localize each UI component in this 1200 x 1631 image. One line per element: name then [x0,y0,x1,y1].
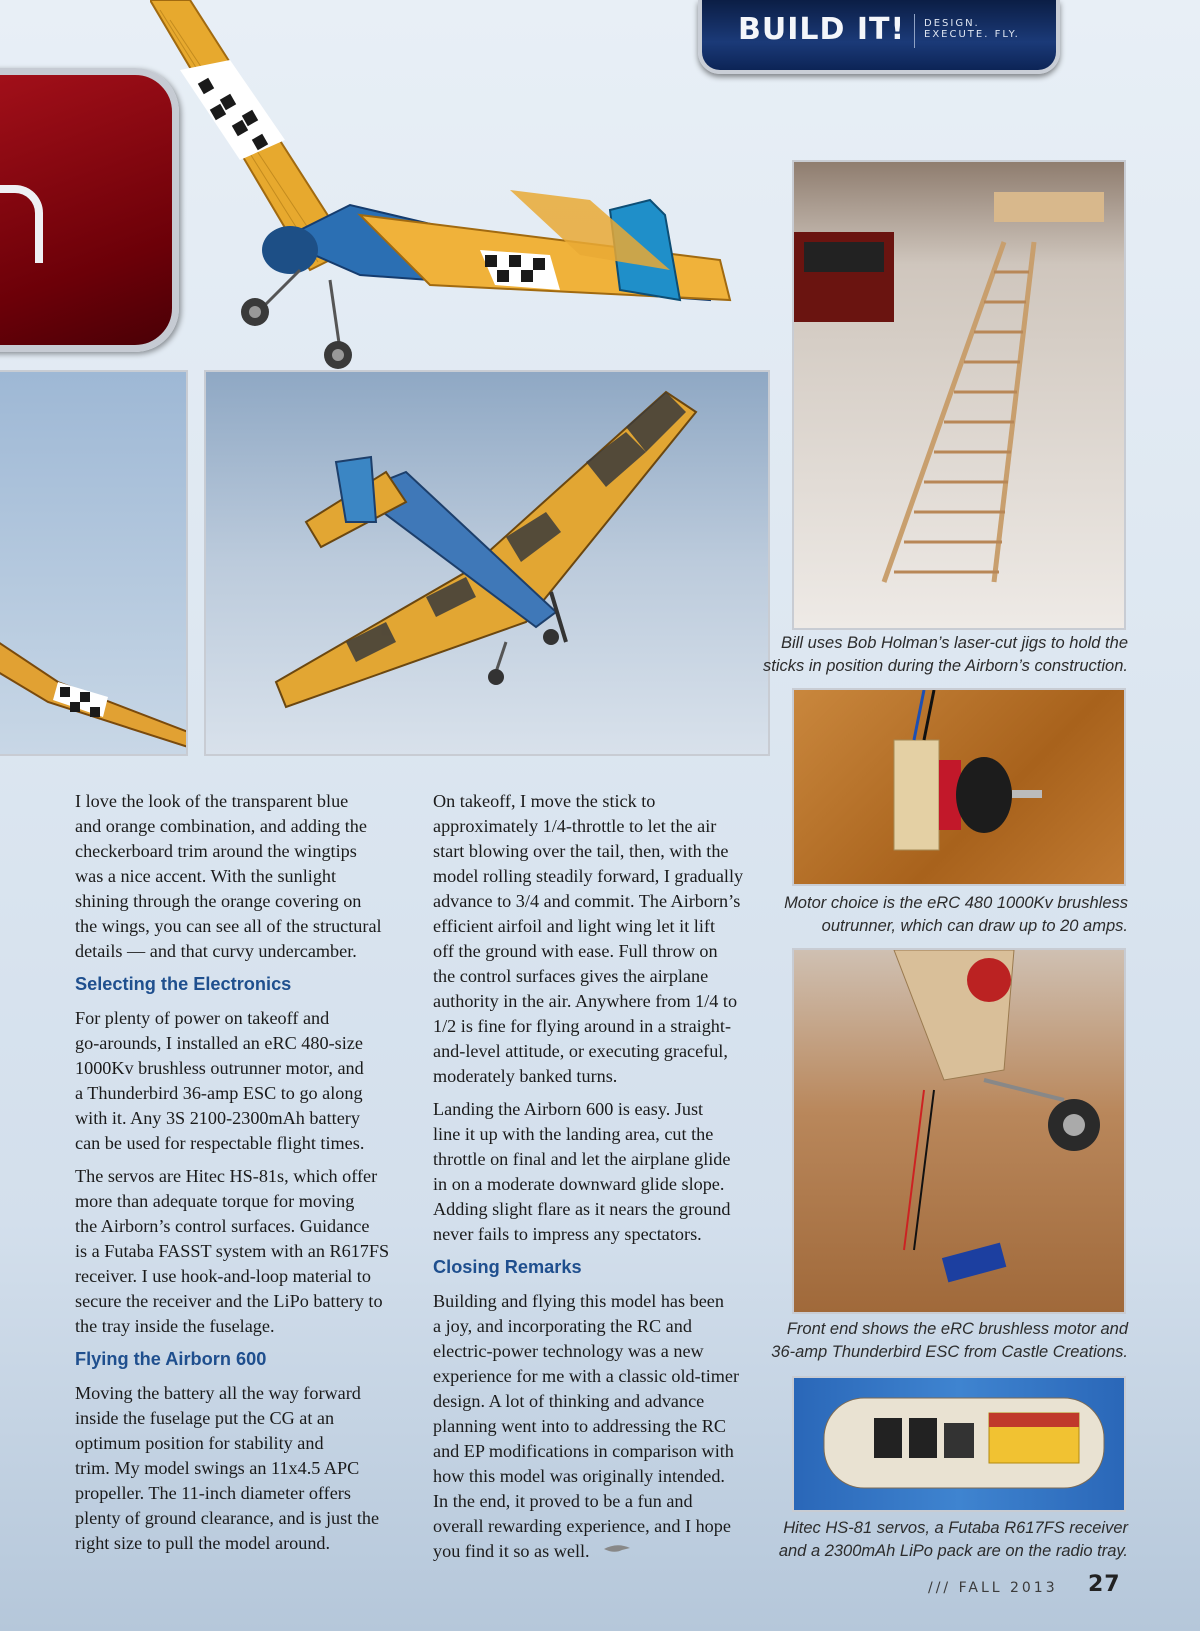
text-line: planning went into to addressing the RC [433,1416,726,1436]
caption-line: Motor choice is the eRC 480 1000Kv brushless [784,894,1128,912]
badge-divider [914,14,915,48]
paragraph [75,789,415,964]
text-line: can be used for respectable flight times. [75,1133,365,1153]
text-line: start blowing over the tail, then, with the [433,841,729,861]
paragraph [433,1097,773,1247]
caption-line: Bill uses Bob Holman’s laser-cut jigs to hold the [781,634,1128,652]
text-line: never fails to impress any spectators. [433,1224,702,1244]
paragraph [75,1164,415,1339]
text-line: In the end, it proved to be a fun and [433,1491,693,1511]
tagline-line: DESIGN. [924,18,980,29]
sky-photo-left [0,370,188,756]
page-number: 27 [1088,1572,1121,1597]
text-line: right size to pull the model around. [75,1533,331,1553]
issue-label: /// FALL 2013 [928,1580,1058,1596]
text-line: secure the receiver and the LiPo battery to [75,1291,383,1311]
caption-line: 36-amp Thunderbird ESC from Castle Creations. [771,1343,1128,1361]
title-letter-fragment [0,185,43,263]
text-line: and-level attitude, or executing graceful, [433,1041,728,1061]
tagline-line: EXECUTE. FLY. [924,29,1020,40]
inflight-airplane-photo [204,370,770,756]
text-line: authority in the air. Anywhere from 1/4 to [433,991,738,1011]
caption-line: Hitec HS-81 servos, a Futaba R617FS receiver [783,1519,1128,1537]
subhead-electronics: Selecting the Electronics [75,974,292,994]
text-line: shining through the orange covering on [75,891,362,911]
text-line: On takeoff, I move the stick to [433,791,656,811]
front-end-photo [792,948,1126,1314]
text-line: how this model was originally intended. [433,1466,725,1486]
text-line: with it. Any 3S 2100-2300mAh battery [75,1108,360,1128]
text-line: inside the fuselage put the CG at an [75,1408,335,1428]
text-line: 1/2 is fine for flying around in a straight- [433,1016,732,1036]
caption-line: outrunner, which can draw up to 20 amps. [821,917,1128,935]
text-line: a joy, and incorporating the RC and [433,1316,692,1336]
paragraph [75,1381,415,1556]
paragraph [433,1289,773,1564]
caption-line: sticks in position during the Airborn’s construction. [762,657,1128,675]
text-line: and orange combination, and adding the [75,816,367,836]
text-line: Landing the Airborn 600 is easy. Just [433,1099,704,1119]
text-line: checkerboard trim around the wingtips [75,841,357,861]
text-line: more than adequate torque for moving [75,1191,355,1211]
text-line: Building and flying this model has been [433,1291,724,1311]
caption-radio-tray [779,1517,1128,1563]
text-line: Moving the battery all the way forward [75,1383,361,1403]
text-line: and EP modifications in comparison with [433,1441,734,1461]
text-line: overall rewarding experience, and I hope [433,1516,731,1536]
text-line: Adding slight flare as it nears the ground [433,1199,731,1219]
text-line: efficient airfoil and light wing let it lift [433,916,716,936]
text-line: the Airborn’s control surfaces. Guidance [75,1216,370,1236]
text-line: plenty of ground clearance, and is just the [75,1508,380,1528]
text-line: trim. My model swings an 11x4.5 APC [75,1458,360,1478]
text-line: advance to 3/4 and commit. The Airborn’s [433,891,741,911]
text-line: the wings, you can see all of the structural [75,916,382,936]
end-mark-icon [602,1542,632,1556]
text-line: throttle on final and let the airplane glide [433,1149,731,1169]
text-line: was a nice accent. With the sunlight [75,866,337,886]
subhead-flying: Flying the Airborn 600 [75,1349,267,1369]
text-line: approximately 1/4-throttle to let the air [433,816,717,836]
text-line: the tray inside the fuselage. [75,1316,275,1336]
text-line: model rolling steadily forward, I gradually [433,866,744,886]
section-title: BUILD IT! [738,12,906,47]
text-line: propeller. The 11-inch diameter offers [75,1483,351,1503]
paragraph [75,1006,415,1156]
text-line: the control surfaces gives the airplane [433,966,709,986]
hero-airplane-photo [150,0,770,390]
article-column-2 [433,789,773,1572]
text-line: a Thunderbird 36-amp ESC to go along [75,1083,363,1103]
text-line: is a Futaba FASST system with an R617FS [75,1241,390,1261]
section-tagline [924,18,1020,40]
text-line: 1000Kv brushless outrunner motor, and [75,1058,364,1078]
caption-line: Front end shows the eRC brushless motor and [786,1320,1128,1338]
caption-motor [784,892,1128,938]
text-line: in on a moderate downward glide slope. [433,1174,725,1194]
text-line: For plenty of power on takeoff and [75,1008,330,1028]
subhead-closing: Closing Remarks [433,1257,582,1277]
text-line: I love the look of the transparent blue [75,791,349,811]
text-line: design. A lot of thinking and advance [433,1391,705,1411]
caption-jigs [763,632,1128,678]
text-line: receiver. I use hook-and-loop material to [75,1266,371,1286]
text-line: The servos are Hitec HS-81s, which offer [75,1166,378,1186]
text-line: experience for me with a classic old-timer [433,1366,740,1386]
paragraph [433,789,773,1089]
motor-photo [792,688,1126,886]
text-line: optimum position for stability and [75,1433,324,1453]
text-line: line it up with the landing area, cut the [433,1124,714,1144]
text-line: electric-power technology was a new [433,1341,704,1361]
article-column-1 [75,789,415,1564]
text-line: go-arounds, I installed an eRC 480-size [75,1033,363,1053]
text-line: details — and that curvy undercamber. [75,941,357,961]
caption-front-end [771,1318,1128,1364]
text-line: you find it so as well. [433,1541,590,1561]
text-line: off the ground with ease. Full throw on [433,941,718,961]
construction-jigs-photo [792,160,1126,630]
caption-line: and a 2300mAh LiPo pack are on the radio tray. [778,1542,1128,1560]
text-line: moderately banked turns. [433,1066,618,1086]
radio-tray-photo [792,1376,1126,1512]
